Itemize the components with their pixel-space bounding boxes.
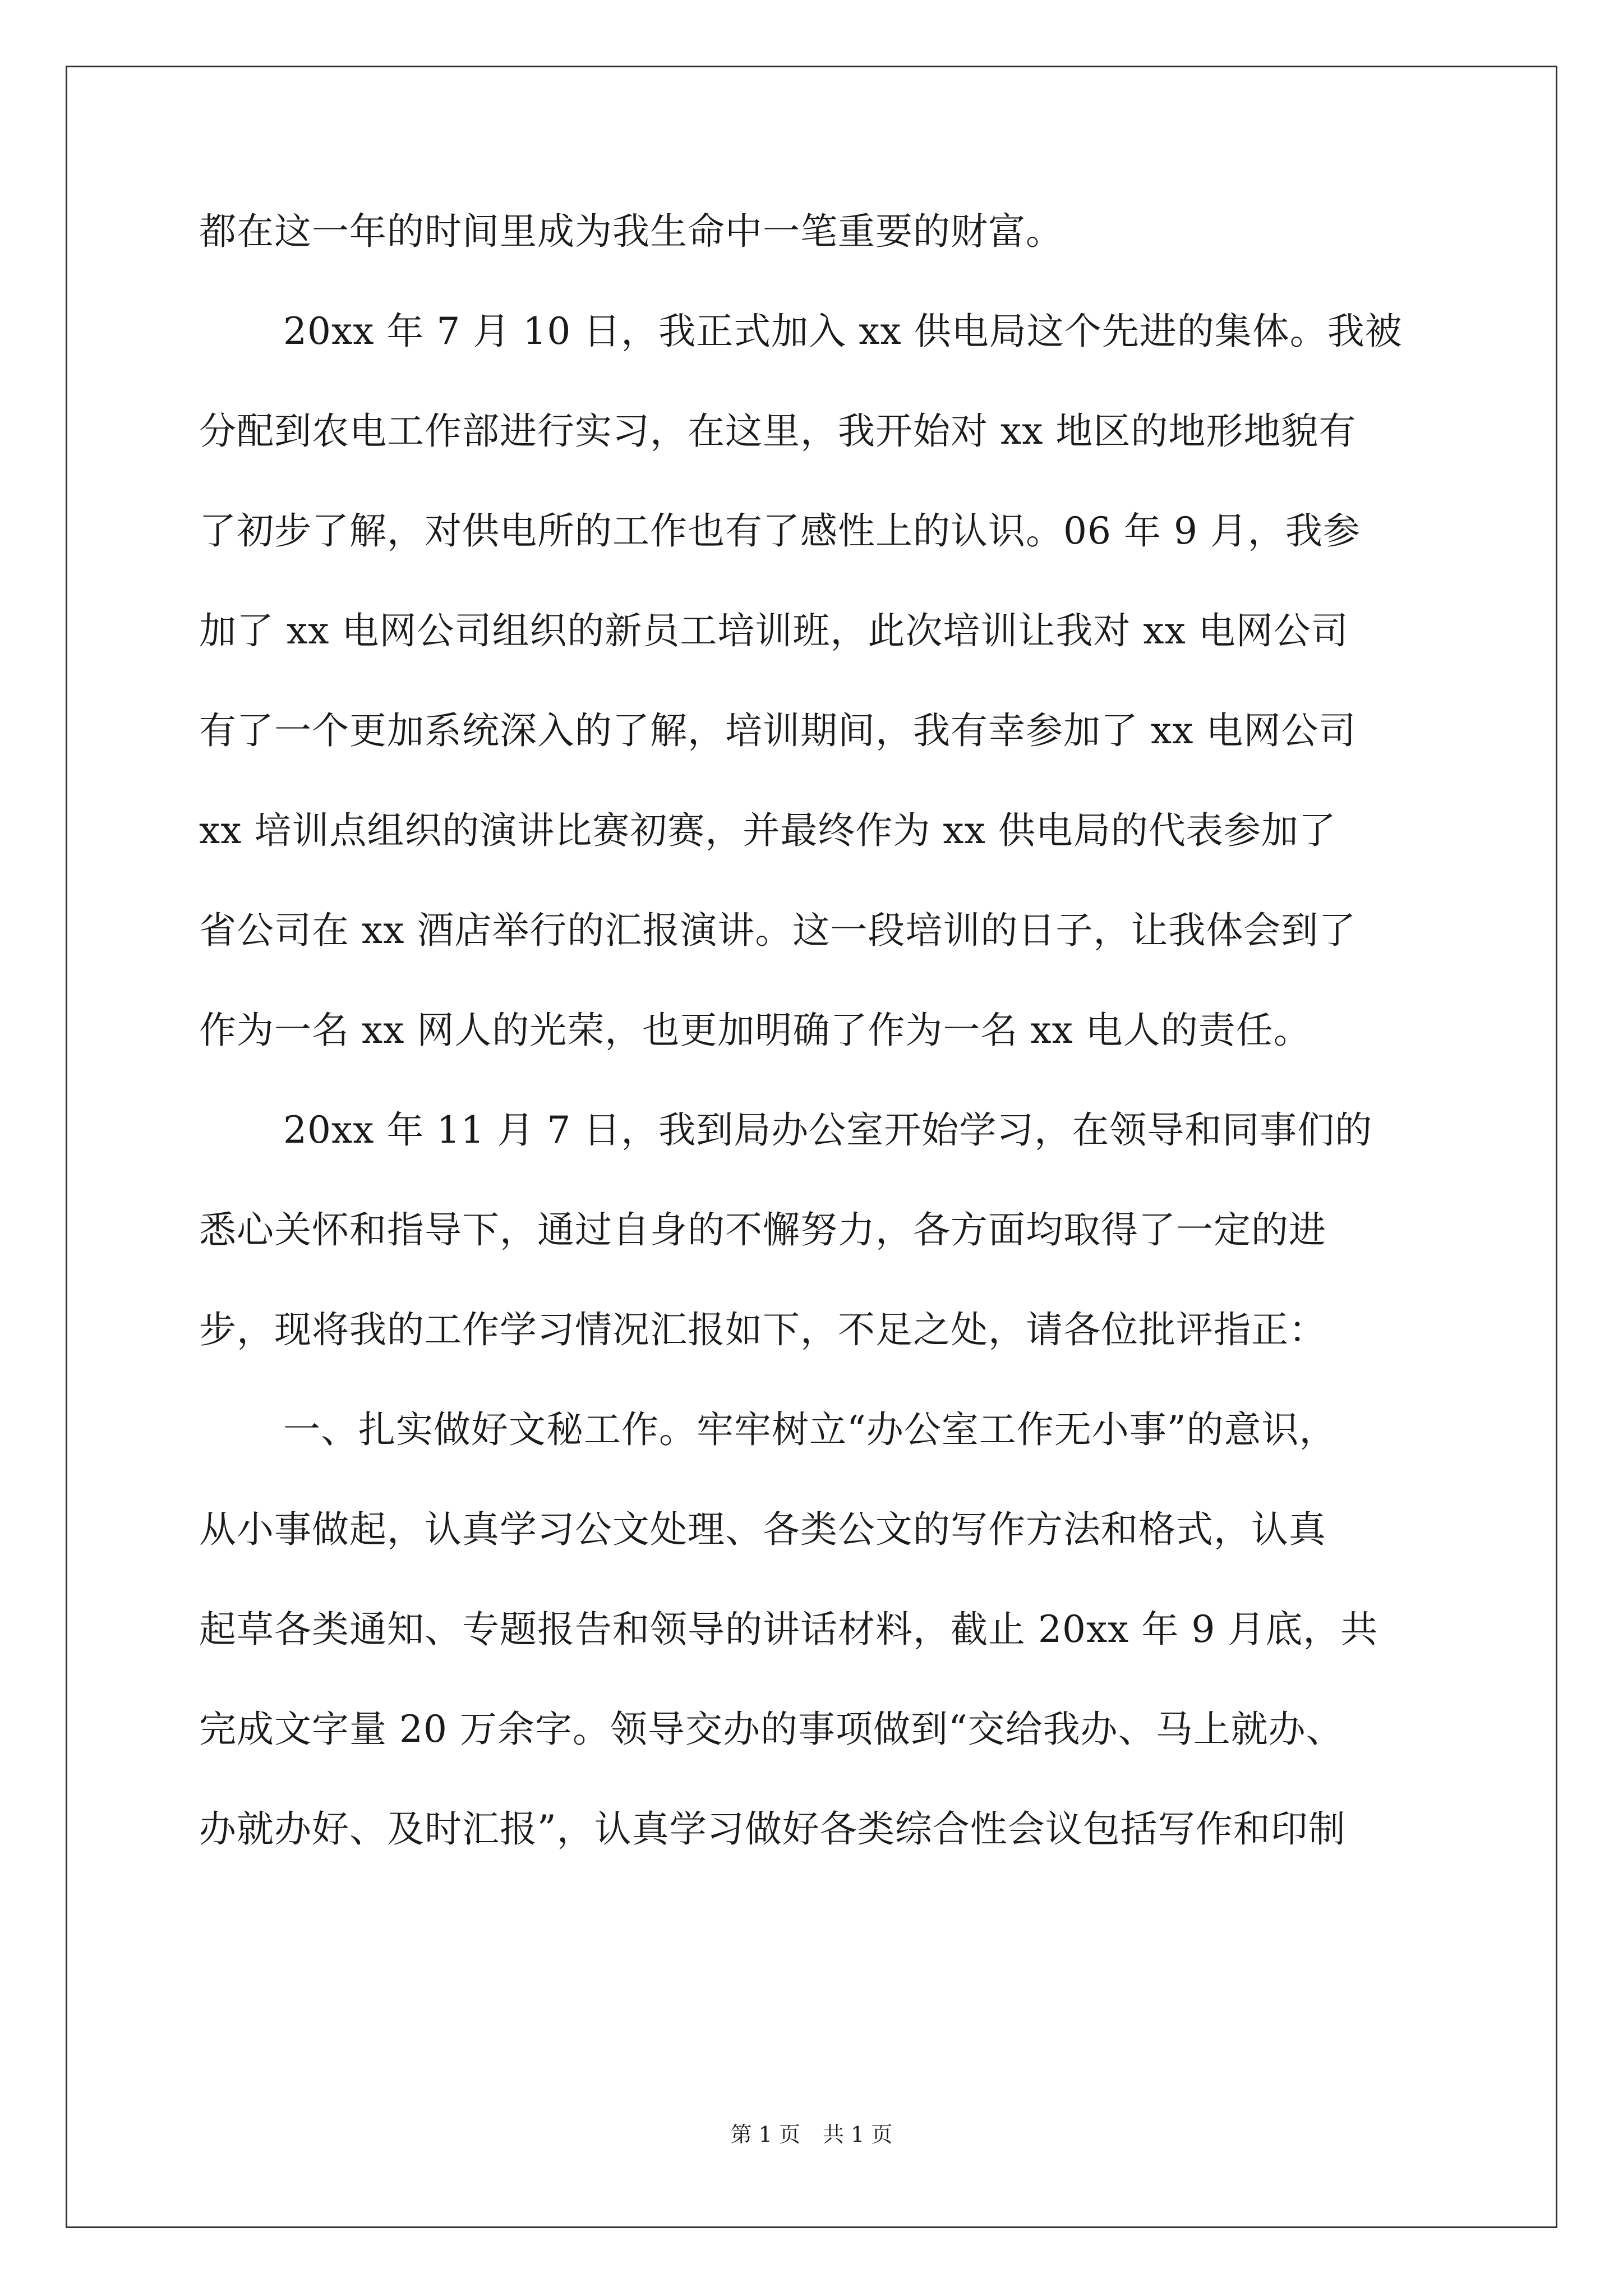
text-line: 都在这一年的时间里成为我生命中一笔重要的财富。 bbox=[199, 210, 1063, 253]
page-total: 共 1 页 bbox=[823, 2122, 893, 2147]
paragraph-start-line: 20xx 年 11 月 7 日，我到局办公室开始学习，在领导和同事们的 bbox=[283, 1108, 1373, 1152]
text-line: 了初步了解，对供电所的工作也有了感性上的认识。06 年 9 月，我参 bbox=[199, 509, 1361, 553]
document-body bbox=[199, 201, 1433, 1898]
text-line: 完成文字量 20 万余字。领导交办的事项做到“交给我办、马上就办、 bbox=[199, 1708, 1344, 1751]
text-line: 悉心关怀和指导下，通过自身的不懈努力，各方面均取得了一定的进 bbox=[199, 1208, 1326, 1251]
text-line: 起草各类通知、专题报告和领导的讲话材料，截止 20xx 年 9 月底，共 bbox=[199, 1608, 1378, 1651]
text-line: 从小事做起，认真学习公文处理、各类公文的写作方法和格式，认真 bbox=[199, 1508, 1326, 1551]
text-line: xx 培训点组织的演讲比赛初赛，并最终作为 xx 供电局的代表参加了 bbox=[199, 809, 1336, 852]
text-line: 分配到农电工作部进行实习，在这里，我开始对 xx 地区的地形地貌有 bbox=[199, 409, 1357, 453]
text-line: 步，现将我的工作学习情况汇报如下，不足之处，请各位批评指正： bbox=[199, 1308, 1326, 1351]
text-line: 作为一名 xx 网人的光荣，也更加明确了作为一名 xx 电人的责任。 bbox=[199, 1009, 1311, 1052]
text-line: 办就办好、及时汇报”，认真学习做好各类综合性会议包括写作和印制 bbox=[199, 1807, 1346, 1851]
text-line: 有了一个更加系统深入的了解，培训期间，我有幸参加了 xx 电网公司 bbox=[199, 709, 1357, 752]
text-line: 省公司在 xx 酒店举行的汇报演讲。这一段培训的日子，让我体会到了 bbox=[199, 909, 1357, 952]
text-line: 加了 xx 电网公司组织的新员工培训班，此次培训让我对 xx 电网公司 bbox=[199, 609, 1349, 652]
page-number: 第 1 页 bbox=[730, 2122, 800, 2147]
paragraph-start-line: 一、扎实做好文秘工作。牢牢树立“办公室工作无小事”的意识， bbox=[283, 1408, 1337, 1451]
page-footer bbox=[0, 2120, 1623, 2148]
paragraph-start-line: 20xx 年 7 月 10 日，我正式加入 xx 供电局这个先进的集体。我被 bbox=[283, 310, 1403, 353]
